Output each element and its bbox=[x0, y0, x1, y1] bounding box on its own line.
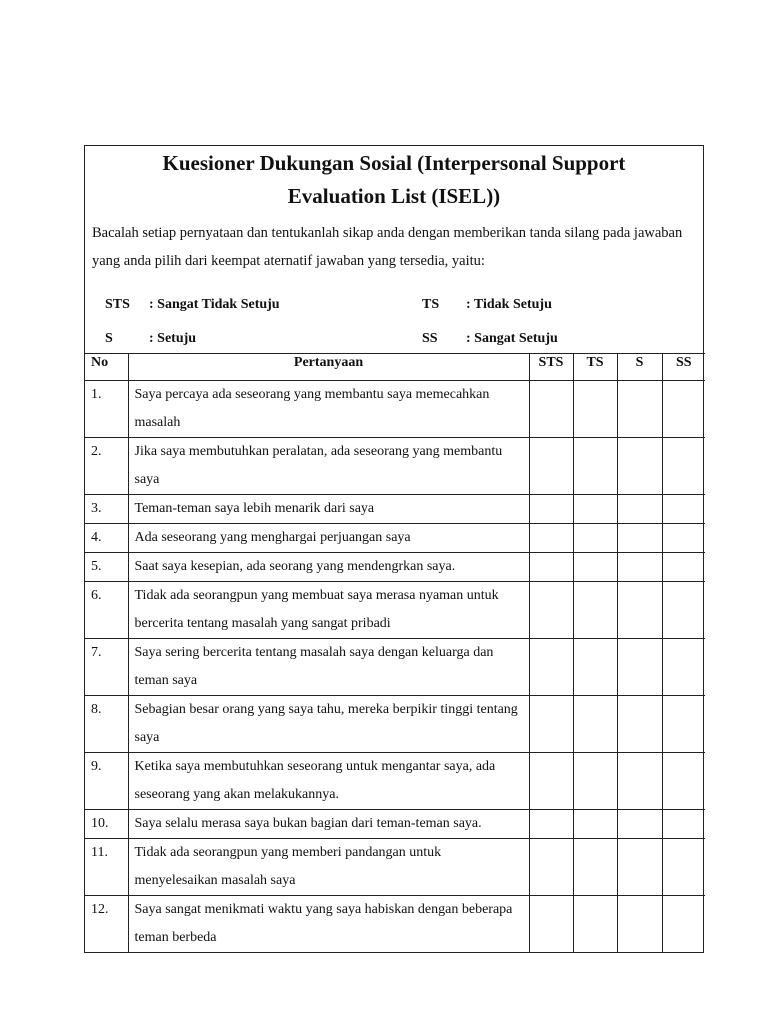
question-text: Saat saya kesepian, ada seorang yang mendengrkan saya. bbox=[128, 553, 529, 582]
row-number: 5. bbox=[85, 553, 128, 582]
question-text: Saya percaya ada seseorang yang membantu saya memecahkan masalah bbox=[128, 381, 529, 438]
answer-cell-ss[interactable] bbox=[662, 839, 705, 896]
answer-cell-ts[interactable] bbox=[573, 896, 617, 953]
table-row bbox=[85, 553, 705, 582]
table-row bbox=[85, 810, 705, 839]
row-number: 12. bbox=[85, 896, 128, 953]
row-number: 6. bbox=[85, 582, 128, 639]
legend-meaning-ss: : Sangat Setuju bbox=[466, 331, 558, 346]
answer-cell-ss[interactable] bbox=[662, 810, 705, 839]
answer-cell-ss[interactable] bbox=[662, 524, 705, 553]
legend-meaning-s: : Setuju bbox=[149, 331, 197, 346]
col-header-question: Pertanyaan bbox=[128, 354, 529, 381]
answer-cell-ts[interactable] bbox=[573, 639, 617, 696]
answer-cell-ts[interactable] bbox=[573, 438, 617, 495]
row-number: 2. bbox=[85, 438, 128, 495]
table-header-row bbox=[85, 354, 705, 381]
answer-cell-ts[interactable] bbox=[573, 495, 617, 524]
table-row bbox=[85, 495, 705, 524]
row-number: 1. bbox=[85, 381, 128, 438]
answer-cell-ts[interactable] bbox=[573, 381, 617, 438]
question-text: Saya sering bercerita tentang masalah saya dengan keluarga dan teman saya bbox=[128, 639, 529, 696]
legend-meaning-ts: : Tidak Setuju bbox=[466, 297, 552, 312]
question-text: Jika saya membutuhkan peralatan, ada seseorang yang membantu saya bbox=[128, 438, 529, 495]
questionnaire-table bbox=[85, 353, 705, 952]
answer-cell-sts[interactable] bbox=[529, 839, 573, 896]
question-text: Saya selalu merasa saya bukan bagian dari teman-teman saya. bbox=[128, 810, 529, 839]
answer-cell-s[interactable] bbox=[617, 896, 662, 953]
answer-cell-s[interactable] bbox=[617, 753, 662, 810]
table-row bbox=[85, 582, 705, 639]
row-number: 10. bbox=[85, 810, 128, 839]
answer-cell-sts[interactable] bbox=[529, 582, 573, 639]
answer-cell-ts[interactable] bbox=[573, 696, 617, 753]
table-row bbox=[85, 639, 705, 696]
answer-legend bbox=[91, 275, 697, 353]
row-number: 4. bbox=[85, 524, 128, 553]
answer-cell-ts[interactable] bbox=[573, 753, 617, 810]
legend-code-ss: SS bbox=[422, 331, 438, 346]
answer-cell-ss[interactable] bbox=[662, 582, 705, 639]
answer-cell-s[interactable] bbox=[617, 639, 662, 696]
table-row bbox=[85, 839, 705, 896]
questionnaire-sheet bbox=[84, 145, 704, 953]
answer-cell-sts[interactable] bbox=[529, 381, 573, 438]
answer-cell-s[interactable] bbox=[617, 381, 662, 438]
table-row bbox=[85, 696, 705, 753]
instructions-text: Bacalah setiap pernyataan dan tentukanlah sikap anda dengan memberikan tanda silang pada jawaban yang anda pilih dari keempat aternatif jawaban yang tersedia, yaitu: bbox=[92, 225, 683, 269]
table-row bbox=[85, 524, 705, 553]
question-text: Tidak ada seorangpun yang memberi pandangan untuk menyelesaikan masalah saya bbox=[128, 839, 529, 896]
legend-meaning-sts: : Sangat Tidak Setuju bbox=[149, 297, 280, 312]
answer-cell-sts[interactable] bbox=[529, 753, 573, 810]
answer-cell-sts[interactable] bbox=[529, 524, 573, 553]
answer-cell-ss[interactable] bbox=[662, 438, 705, 495]
answer-cell-sts[interactable] bbox=[529, 495, 573, 524]
row-number: 8. bbox=[85, 696, 128, 753]
answer-cell-sts[interactable] bbox=[529, 810, 573, 839]
answer-cell-ts[interactable] bbox=[573, 810, 617, 839]
table-row bbox=[85, 753, 705, 810]
answer-cell-ss[interactable] bbox=[662, 753, 705, 810]
answer-cell-sts[interactable] bbox=[529, 639, 573, 696]
answer-cell-ss[interactable] bbox=[662, 696, 705, 753]
answer-cell-s[interactable] bbox=[617, 839, 662, 896]
legend-code-ts: TS bbox=[422, 297, 440, 312]
answer-cell-s[interactable] bbox=[617, 553, 662, 582]
col-header-ss: SS bbox=[662, 354, 705, 381]
answer-cell-ss[interactable] bbox=[662, 896, 705, 953]
row-number: 9. bbox=[85, 753, 128, 810]
table-row bbox=[85, 896, 705, 953]
question-text: Saya sangat menikmati waktu yang saya habiskan dengan beberapa teman berbeda bbox=[128, 896, 529, 953]
legend-code-s: S bbox=[105, 331, 113, 346]
answer-cell-s[interactable] bbox=[617, 495, 662, 524]
answer-cell-ss[interactable] bbox=[662, 381, 705, 438]
col-header-ts: TS bbox=[573, 354, 617, 381]
answer-cell-sts[interactable] bbox=[529, 696, 573, 753]
table-row bbox=[85, 381, 705, 438]
answer-cell-sts[interactable] bbox=[529, 438, 573, 495]
answer-cell-ts[interactable] bbox=[573, 524, 617, 553]
question-text: Ada seseorang yang menghargai perjuangan saya bbox=[128, 524, 529, 553]
col-header-s: S bbox=[617, 354, 662, 381]
answer-cell-sts[interactable] bbox=[529, 553, 573, 582]
row-number: 11. bbox=[85, 839, 128, 896]
answer-cell-s[interactable] bbox=[617, 582, 662, 639]
question-text: Teman-teman saya lebih menarik dari saya bbox=[128, 495, 529, 524]
answer-cell-s[interactable] bbox=[617, 438, 662, 495]
question-text: Ketika saya membutuhkan seseorang untuk mengantar saya, ada seseorang yang akan melakukannya. bbox=[128, 753, 529, 810]
row-number: 3. bbox=[85, 495, 128, 524]
questionnaire-header bbox=[85, 147, 703, 353]
col-header-no: No bbox=[85, 354, 128, 381]
answer-cell-sts[interactable] bbox=[529, 896, 573, 953]
answer-cell-s[interactable] bbox=[617, 524, 662, 553]
answer-cell-ts[interactable] bbox=[573, 553, 617, 582]
legend-code-sts: STS bbox=[105, 297, 130, 312]
question-text: Tidak ada seorangpun yang membuat saya merasa nyaman untuk bercerita tentang masalah yang sangat pribadi bbox=[128, 582, 529, 639]
col-header-sts: STS bbox=[529, 354, 573, 381]
question-text: Sebagian besar orang yang saya tahu, mereka berpikir tinggi tentang saya bbox=[128, 696, 529, 753]
document-title: Kuesioner Dukungan Sosial (Interpersonal Support Evaluation List (ISEL)) bbox=[162, 151, 626, 208]
answer-cell-ss[interactable] bbox=[662, 495, 705, 524]
table-row bbox=[85, 438, 705, 495]
answer-cell-s[interactable] bbox=[617, 696, 662, 753]
answer-cell-ts[interactable] bbox=[573, 582, 617, 639]
row-number: 7. bbox=[85, 639, 128, 696]
answer-cell-ss[interactable] bbox=[662, 639, 705, 696]
answer-cell-ts[interactable] bbox=[573, 839, 617, 896]
answer-cell-s[interactable] bbox=[617, 810, 662, 839]
answer-cell-ss[interactable] bbox=[662, 553, 705, 582]
